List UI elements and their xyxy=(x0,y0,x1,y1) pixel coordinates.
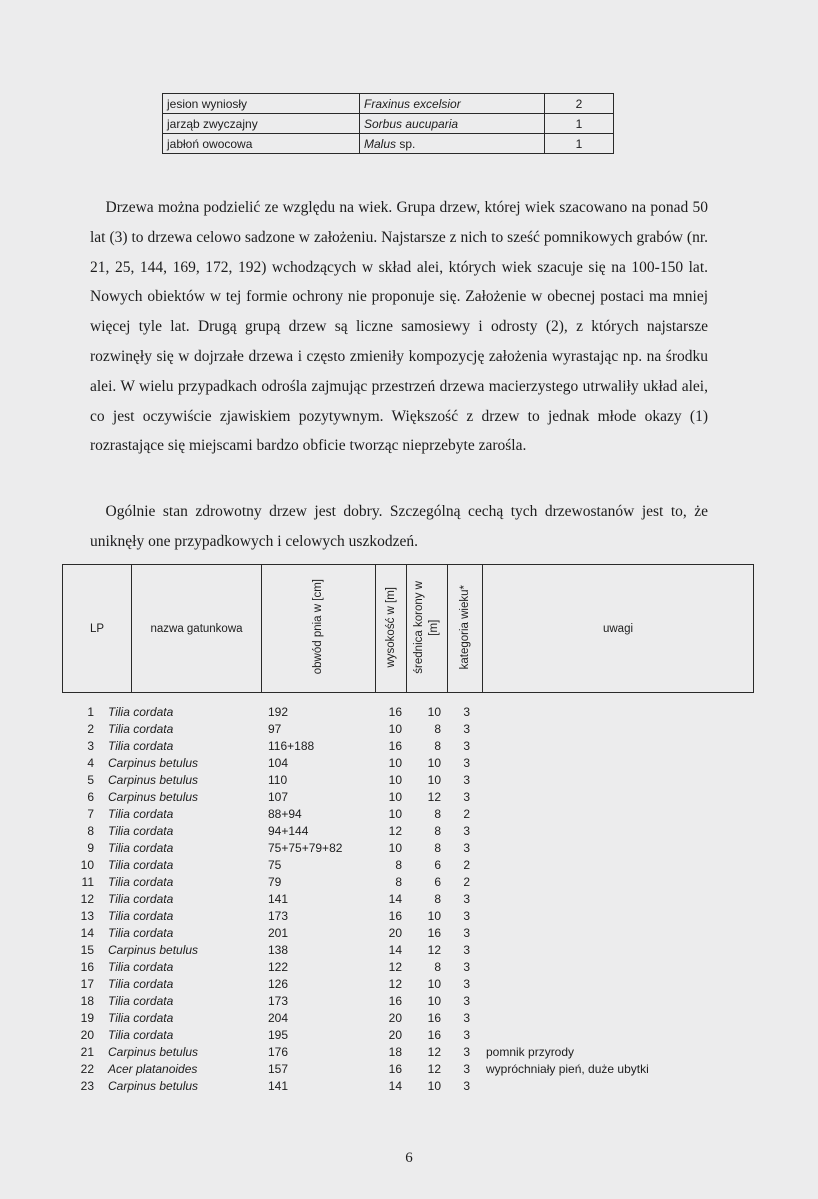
trunk-circumference: 195 xyxy=(268,1028,289,1042)
trunk-circumference: 75+75+79+82 xyxy=(268,841,343,855)
table-row xyxy=(62,976,762,993)
crown-diameter: 10 xyxy=(427,994,441,1008)
crown-diameter: 16 xyxy=(427,1028,441,1042)
species-name: Tilia cordata xyxy=(108,858,174,872)
tree-height: 14 xyxy=(388,892,402,906)
age-category: 3 xyxy=(463,909,470,923)
age-category: 3 xyxy=(463,756,470,770)
row-number: 17 xyxy=(80,977,94,991)
paragraph-tree-age xyxy=(90,193,708,461)
row-number: 23 xyxy=(80,1079,94,1093)
tree-height: 10 xyxy=(388,807,402,821)
table-row xyxy=(62,942,762,959)
tree-height: 20 xyxy=(388,1011,402,1025)
trunk-circumference: 204 xyxy=(268,1011,289,1025)
trunk-circumference: 110 xyxy=(268,773,288,787)
row-number: 13 xyxy=(80,909,94,923)
species-name: Tilia cordata xyxy=(108,960,174,974)
species-name: Tilia cordata xyxy=(108,841,174,855)
row-number: 19 xyxy=(80,1011,94,1025)
trunk-circumference: 122 xyxy=(268,960,289,974)
remarks: wypróchniały pień, duże ubytki xyxy=(486,1062,649,1076)
species-name: Tilia cordata xyxy=(108,875,174,889)
table-row xyxy=(62,840,762,857)
crown-diameter: 8 xyxy=(434,722,441,736)
tree-height: 10 xyxy=(388,790,402,804)
tree-height: 18 xyxy=(388,1045,402,1059)
table-row xyxy=(62,874,762,891)
species-name: Tilia cordata xyxy=(108,807,174,821)
tree-height: 20 xyxy=(388,926,402,940)
tree-height: 16 xyxy=(388,739,402,753)
tree-height: 10 xyxy=(388,756,402,770)
species-name: Tilia cordata xyxy=(108,909,174,923)
trunk-circumference: 192 xyxy=(268,705,289,719)
row-number: 1 xyxy=(87,705,94,719)
crown-diameter: 16 xyxy=(427,1011,441,1025)
header-height-label: wysokość w [m] xyxy=(384,586,397,668)
crown-diameter: 8 xyxy=(434,892,441,906)
count-cell: 1 xyxy=(545,134,614,154)
crown-diameter: 12 xyxy=(427,1045,441,1059)
species-name: Tilia cordata xyxy=(108,977,174,991)
header-circumference-label: obwód pnia w [cm] xyxy=(312,579,324,675)
age-category: 3 xyxy=(463,773,470,787)
row-number: 14 xyxy=(80,926,94,940)
age-category: 3 xyxy=(463,841,470,855)
species-name: Carpinus betulus xyxy=(108,943,199,957)
crown-diameter: 12 xyxy=(427,790,441,804)
row-number: 20 xyxy=(80,1028,94,1042)
trunk-circumference: 176 xyxy=(268,1045,289,1059)
crown-diameter: 8 xyxy=(434,824,441,838)
crown-diameter: 8 xyxy=(434,739,441,753)
table-row xyxy=(62,908,762,925)
latin-name-cell: Fraxinus excelsior xyxy=(360,94,545,114)
trunk-circumference: 126 xyxy=(268,977,289,991)
trunk-circumference: 173 xyxy=(268,909,289,923)
row-number: 16 xyxy=(80,960,94,974)
row-number: 10 xyxy=(80,858,94,872)
table-row xyxy=(163,134,614,154)
row-number: 22 xyxy=(80,1062,94,1076)
latin-name-cell xyxy=(360,134,545,154)
table-row xyxy=(62,806,762,823)
age-category: 3 xyxy=(463,926,470,940)
species-name: Carpinus betulus xyxy=(108,1045,199,1059)
tree-height: 16 xyxy=(388,994,402,1008)
species-name: Tilia cordata xyxy=(108,824,174,838)
age-category: 3 xyxy=(463,1079,470,1093)
tree-height: 14 xyxy=(388,943,402,957)
species-name: Tilia cordata xyxy=(108,705,174,719)
tree-height: 20 xyxy=(388,1028,402,1042)
table-row xyxy=(62,857,762,874)
row-number: 21 xyxy=(80,1045,94,1059)
paragraph-text: Ogólnie stan zdrowotny drzew jest dobry. Szczególną cechą tych drzewostanów jest to, że uniknęły one przypadkowych i celowych uszkodzeń. xyxy=(90,503,708,550)
latin-name-cell: Sorbus aucuparia xyxy=(360,114,545,134)
species-name: Tilia cordata xyxy=(108,994,174,1008)
crown-diameter: 10 xyxy=(427,977,441,991)
tree-height: 12 xyxy=(388,824,402,838)
crown-diameter: 8 xyxy=(434,841,441,855)
crown-diameter: 6 xyxy=(434,858,441,872)
table-row xyxy=(62,721,762,738)
crown-diameter: 12 xyxy=(427,1062,441,1076)
tree-height: 16 xyxy=(388,909,402,923)
trunk-circumference: 141 xyxy=(268,1079,289,1093)
row-number: 2 xyxy=(87,722,94,736)
table-row xyxy=(62,704,762,721)
latin-genus: Malus xyxy=(364,136,397,151)
header-lp: LP xyxy=(63,565,132,693)
species-name: Carpinus betulus xyxy=(108,773,199,787)
table-row xyxy=(62,925,762,942)
tree-height: 12 xyxy=(388,960,402,974)
age-category: 3 xyxy=(463,824,470,838)
species-name: Carpinus betulus xyxy=(108,756,199,770)
tree-inventory-rows xyxy=(62,704,762,1095)
trunk-circumference: 88+94 xyxy=(268,807,302,821)
header-species-name: nazwa gatunkowa xyxy=(132,565,262,693)
age-category: 3 xyxy=(463,739,470,753)
row-number: 5 xyxy=(87,773,94,787)
table-row xyxy=(62,959,762,976)
species-name: Tilia cordata xyxy=(108,892,174,906)
row-number: 9 xyxy=(87,841,94,855)
species-name: Tilia cordata xyxy=(108,1028,174,1042)
age-category: 3 xyxy=(463,722,470,736)
table-row xyxy=(62,772,762,789)
species-name: Tilia cordata xyxy=(108,1011,174,1025)
tree-height: 12 xyxy=(388,977,402,991)
crown-diameter: 6 xyxy=(434,875,441,889)
table-row xyxy=(62,1078,762,1095)
row-number: 18 xyxy=(80,994,94,1008)
crown-diameter: 8 xyxy=(434,807,441,821)
header-crown-diameter-label: średnica korony w [m] xyxy=(413,580,440,674)
tree-height: 8 xyxy=(395,875,402,889)
trunk-circumference: 138 xyxy=(268,943,289,957)
trunk-circumference: 116+188 xyxy=(268,739,315,753)
trunk-circumference: 107 xyxy=(268,790,289,804)
paragraph-text: Drzewa można podzielić ze względu na wiek. Grupa drzew, której wiek szacowano na ponad 50 lat (3) to drzewa celowo sadzone w założeniu. Najstarsze z nich to sześć pomnikowych grabów (nr. 21, 25, 144, 169, 172, 192) wchodzących w skład alei, których wiek szacuje się na 100-150 lat. Nowych obiektów w tej formie ochrony nie proponuje się. Założenie w obecnej postaci ma mniej więcej tyle lat. Drugą grupą drzew są liczne samosiewy i odrosty (2), z których najstarsze rozwinęły się w dojrzałe drzewa i często zmieniły kompozycję założenia wyrastając np. na środku alei. W wielu przypadkach odrośla zajmując przestrzeń drzewa macierzystego utrwaliły układ alei, co jest oczywiście zjawiskiem pozytywnym. Większość z drzew to jednak młode okazy (1) rozrastające się miejscami bardzo obficie tworząc nieprzebyte zarośla. xyxy=(90,199,708,455)
table-row xyxy=(62,993,762,1010)
crown-diameter: 10 xyxy=(427,756,441,770)
trunk-circumference: 157 xyxy=(268,1062,289,1076)
age-category: 3 xyxy=(463,960,470,974)
tree-height: 14 xyxy=(388,1079,402,1093)
age-category: 2 xyxy=(463,807,470,821)
age-category: 3 xyxy=(463,1045,470,1059)
crown-diameter: 8 xyxy=(434,960,441,974)
trunk-circumference: 79 xyxy=(268,875,282,889)
tree-inventory-header xyxy=(62,564,754,693)
trunk-circumference: 104 xyxy=(268,756,289,770)
header-remarks: uwagi xyxy=(483,565,754,693)
age-category: 3 xyxy=(463,705,470,719)
count-cell: 1 xyxy=(545,114,614,134)
tree-height: 16 xyxy=(388,1062,402,1076)
table-row xyxy=(62,823,762,840)
age-category: 3 xyxy=(463,1011,470,1025)
polish-name-cell: jarząb zwyczajny xyxy=(163,114,360,134)
species-name: Tilia cordata xyxy=(108,722,174,736)
header-age-category-label: kategoria wieku* xyxy=(458,584,471,670)
trunk-circumference: 173 xyxy=(268,994,289,1008)
tree-height: 10 xyxy=(388,841,402,855)
table-row xyxy=(62,1044,762,1061)
header-height xyxy=(376,565,407,693)
crown-diameter: 10 xyxy=(427,705,441,719)
table-row xyxy=(62,789,762,806)
header-circumference xyxy=(262,565,376,693)
species-name: Tilia cordata xyxy=(108,739,174,753)
page-number: 6 xyxy=(405,1150,413,1166)
row-number: 11 xyxy=(81,875,94,889)
crown-diameter: 10 xyxy=(427,1079,441,1093)
trunk-circumference: 75 xyxy=(268,858,282,872)
age-category: 3 xyxy=(463,790,470,804)
age-category: 3 xyxy=(463,1028,470,1042)
row-number: 6 xyxy=(87,790,94,804)
crown-diameter: 10 xyxy=(427,773,441,787)
row-number: 8 xyxy=(87,824,94,838)
row-number: 15 xyxy=(80,943,94,957)
paragraph-health-status xyxy=(90,497,708,557)
table-row xyxy=(62,738,762,755)
tree-height: 10 xyxy=(388,773,402,787)
species-name: Carpinus betulus xyxy=(108,1079,199,1093)
header-crown-diameter xyxy=(407,565,448,693)
crown-diameter: 10 xyxy=(427,909,441,923)
species-name: Carpinus betulus xyxy=(108,790,199,804)
polish-name-cell: jabłoń owocowa xyxy=(163,134,360,154)
table-row xyxy=(62,1010,762,1027)
crown-diameter: 16 xyxy=(427,926,441,940)
trunk-circumference: 141 xyxy=(268,892,289,906)
table-row xyxy=(163,114,614,134)
latin-suffix: sp. xyxy=(396,136,416,151)
table-row xyxy=(62,1061,762,1078)
age-category: 3 xyxy=(463,994,470,1008)
species-name: Acer platanoides xyxy=(108,1062,198,1076)
age-category: 3 xyxy=(463,1062,470,1076)
row-number: 3 xyxy=(87,739,94,753)
table-row xyxy=(62,891,762,908)
row-number: 7 xyxy=(87,807,94,821)
crown-diameter: 12 xyxy=(427,943,441,957)
polish-name-cell: jesion wyniosły xyxy=(163,94,360,114)
tree-height: 8 xyxy=(395,858,402,872)
age-category: 3 xyxy=(463,892,470,906)
table-row xyxy=(163,94,614,114)
row-number: 4 xyxy=(87,756,94,770)
table-row xyxy=(62,1027,762,1044)
species-summary-table xyxy=(162,93,614,154)
species-name: Tilia cordata xyxy=(108,926,174,940)
trunk-circumference: 94+144 xyxy=(268,824,309,838)
count-cell: 2 xyxy=(545,94,614,114)
header-age-category xyxy=(448,565,483,693)
age-category: 2 xyxy=(463,858,470,872)
age-category: 3 xyxy=(463,977,470,991)
trunk-circumference: 201 xyxy=(268,926,289,940)
table-row xyxy=(62,755,762,772)
tree-height: 10 xyxy=(388,722,402,736)
remarks: pomnik przyrody xyxy=(486,1045,575,1059)
tree-height: 16 xyxy=(388,705,402,719)
trunk-circumference: 97 xyxy=(268,722,282,736)
age-category: 3 xyxy=(463,943,470,957)
row-number: 12 xyxy=(80,892,94,906)
age-category: 2 xyxy=(463,875,470,889)
